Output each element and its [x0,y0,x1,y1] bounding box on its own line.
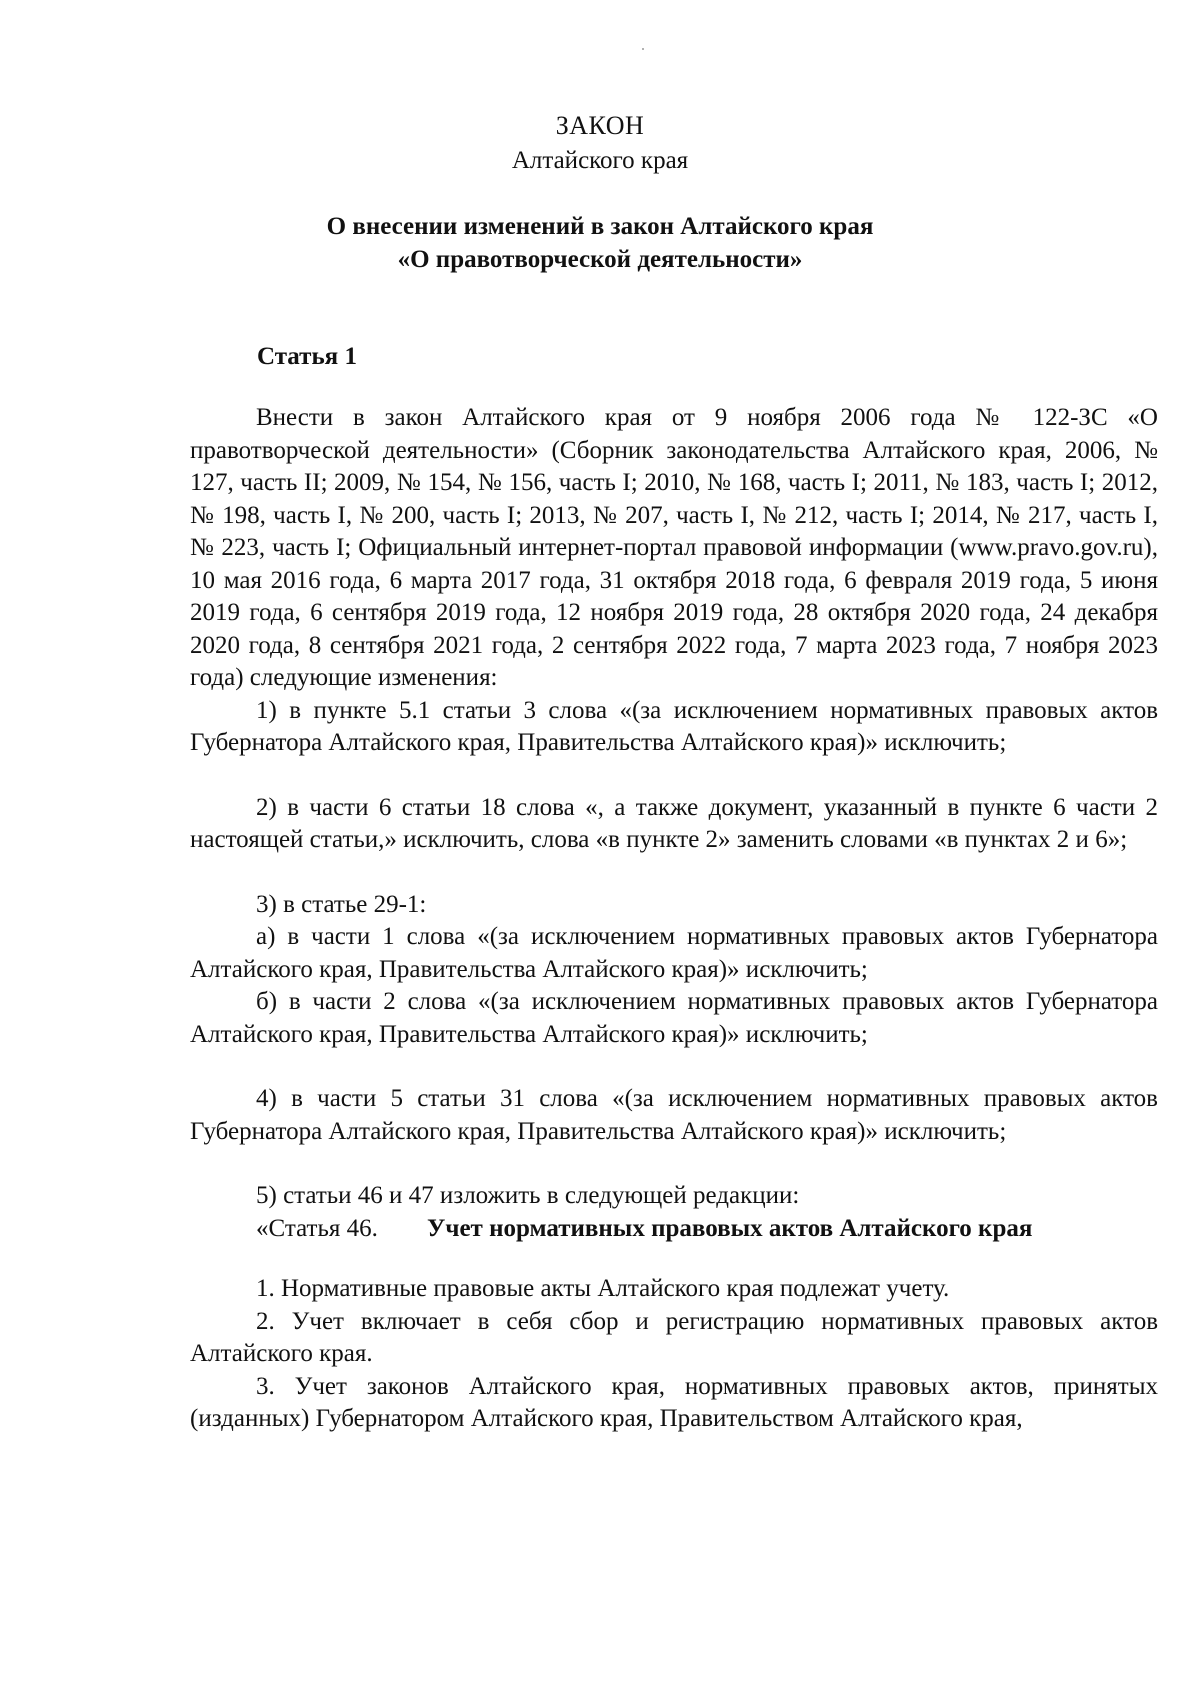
paragraph-item-1: 1) в пункте 5.1 статьи 3 слова «(за исключением нормативных правовых актов Губернатора Алтайского края, Правительства Алтайского края)» исключить; [190,696,1158,756]
paragraph-item-5: 5) статьи 46 и 47 изложить в следующей редакции: [256,1182,800,1209]
article-46-number: «Статья 46. [256,1214,378,1242]
document-title-line-2: «О правотворческой деятельности» [397,246,803,273]
document-title-line-1: О внесении изменений в закон Алтайского края [326,213,874,240]
paragraph-item-3b: б) в части 2 слова «(за исключением нормативных правовых актов Губернатора Алтайского края, Правительства Алтайского края)» исключить; [190,988,1158,1048]
document-type: ЗАКОН [555,111,645,140]
article-46-point-3: 3. Учет законов Алтайского края, нормативных правовых актов, принятых (изданных) Губернатором Алтайского края, Правительством Алтайского края, [190,1372,1158,1432]
paragraph-item-3a: а) в части 1 слова «(за исключением нормативных правовых актов Губернатора Алтайского края, Правительства Алтайского края)» исключить; [190,923,1158,983]
paragraph-item-4: 4) в части 5 статьи 31 слова «(за исключением нормативных правовых актов Губернатора Алтайского края, Правительства Алтайского края)» исключить; [190,1085,1158,1145]
document-region: Алтайского края [511,147,689,174]
article-46-heading [190,1213,1158,1246]
article-46-point-2: 2. Учет включает в себя сбор и регистрацию нормативных правовых актов Алтайского края. [190,1307,1158,1367]
paragraph-intro: Внести в закон Алтайского края от 9 ноября 2006 года № 122-ЗС «О правотворческой деятельности» (Сборник законодательства Алтайского края, 2006, № 127, часть II; 2009, № 154, № 156, часть I; 2010, № 168, часть I; 2011, № 183, часть I; 2012, № 198, часть I, № 200, часть I; 2013, № 207, часть I, № 212, часть I; 2014, № 217, часть I, № 223, часть I; Официальный интернет-портал правовой информации (www.pravo.gov.ru), 10 мая 2016 года, 6 марта 2017 года, 31 октября 2018 года, 6 февраля 2019 года, 5 июня 2019 года, 6 сентября 2019 года, 12 ноября 2019 года, 28 октября 2020 года, 24 декабря 2020 года, 8 сентября 2021 года, 2 сентября 2022 года, 7 марта 2023 года, 7 ноября 2023 года) следующие изменения: [190,404,1158,691]
document-body [190,402,1158,1436]
article-46-point-1: 1. Нормативные правовые акты Алтайского края подлежат учету. [256,1275,950,1302]
scan-speck [642,48,644,50]
paragraph-item-2: 2) в части 6 статьи 18 слова «, а также документ, указанный в пункте 6 части 2 настоящей статьи,» исключить, слова «в пункте 2» заменить словами «в пунктах 2 и 6»; [190,793,1158,853]
paragraph-item-3: 3) в статье 29-1: [256,890,427,918]
article-heading: Статья 1 [257,343,357,370]
article-46-name: Учет нормативных правовых актов Алтайского края [427,1214,1033,1242]
